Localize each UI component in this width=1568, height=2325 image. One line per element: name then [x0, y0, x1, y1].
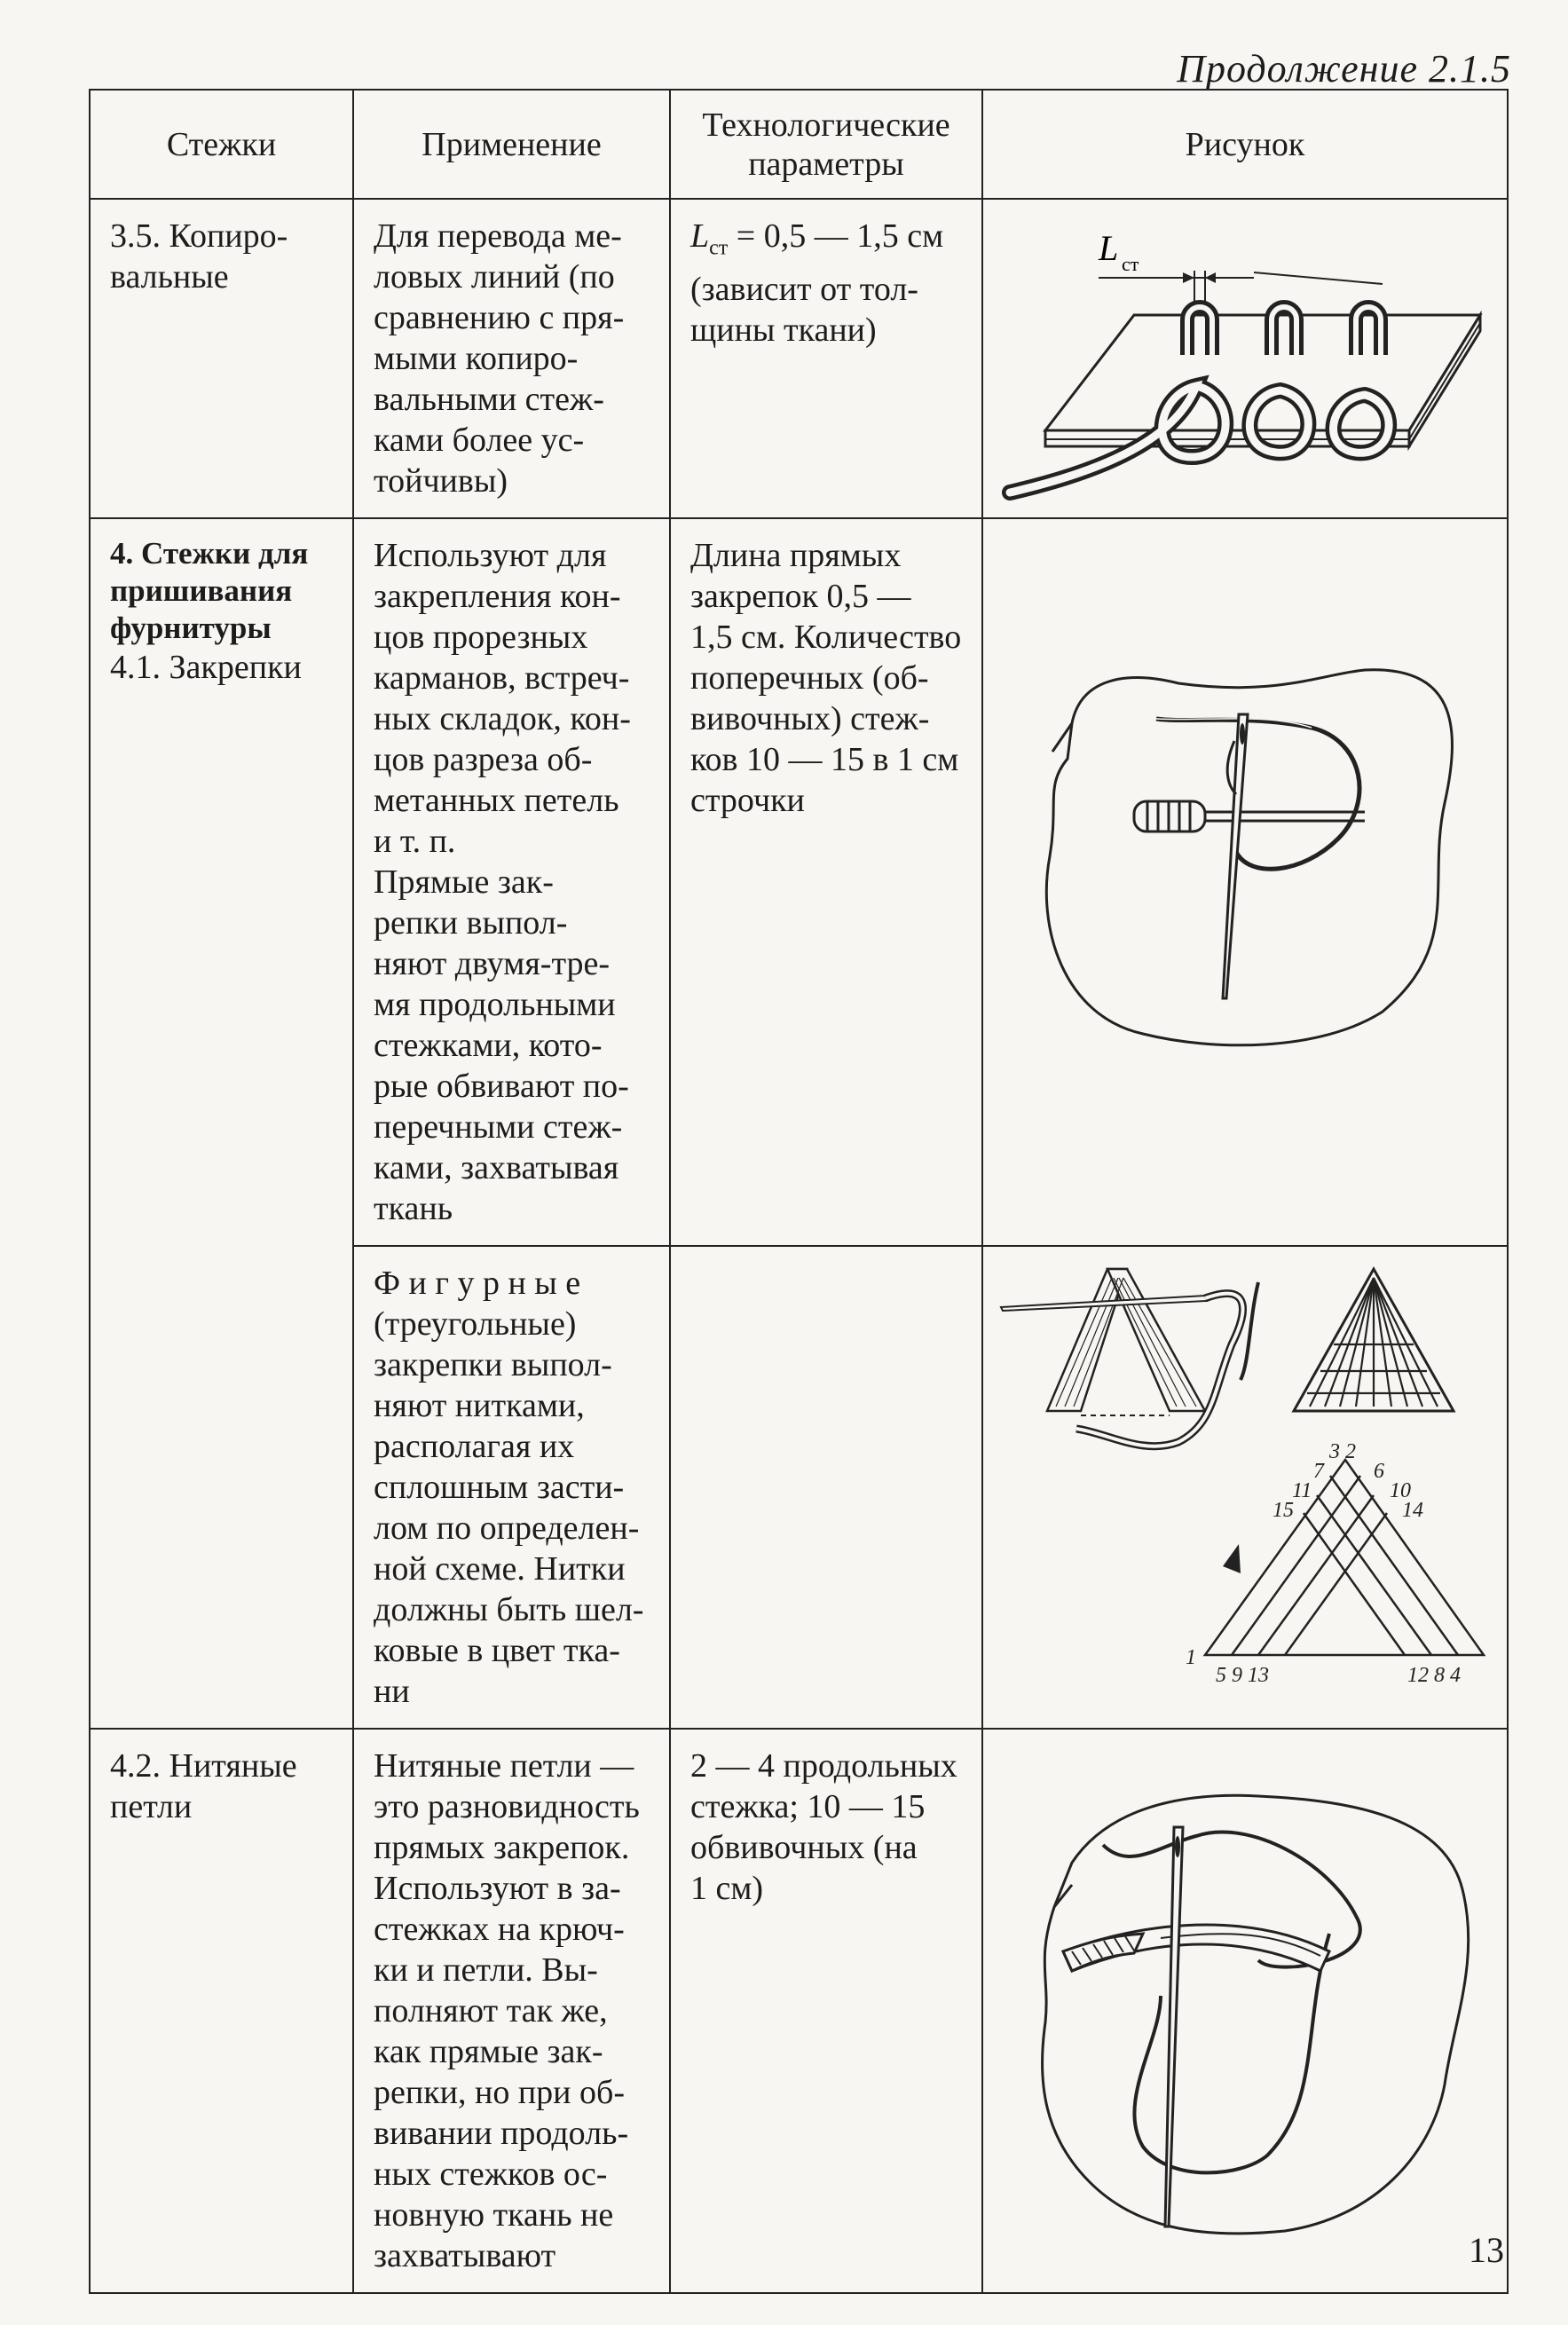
stitch-name-cell: 4. Стежки для пришивания фурнитуры 4.1. Закрепки [90, 518, 353, 1729]
figure-cell [982, 199, 1508, 518]
params-cell: $L_{ст} = 0,5$ — 1,5 см (зависит от тол- щины ткани) [670, 199, 982, 518]
column-header-figure: Рисунок [982, 90, 1508, 199]
figure-cell [982, 1729, 1508, 2293]
thread-loop-figure [983, 1730, 1509, 2282]
application-cell: Нитяные петли — это разновидность прямых закрепок. Используют в за- стежках на крюч- ки и петли. Вы- полняют так же, как прямые зак- репки, но при об- вивании продоль- ных стежков ос- новную ткань не захватывают [353, 1729, 670, 2293]
scheme-number-11: 11 [1292, 1479, 1312, 1502]
scheme-numbers-bottom-left: 5 9 13 [1216, 1664, 1269, 1687]
figure-length-label: L [1099, 228, 1119, 268]
params-cell [670, 1246, 982, 1729]
column-header-application: Применение [353, 90, 670, 199]
continuation-label: Продолжение 2.1.5 [1177, 47, 1511, 91]
stitch-name-cell: 3.5. Копиро- вальные [90, 199, 353, 518]
figured-bartack-figure [983, 1247, 1509, 1699]
scheme-number-15: 15 [1273, 1499, 1294, 1522]
scheme-number-7: 7 [1313, 1460, 1324, 1483]
figure-cell [982, 518, 1508, 1246]
figure-cell [982, 1246, 1508, 1729]
table-row [90, 199, 1508, 518]
stitch-name-cell: 4.2. Нитяные петли [90, 1729, 353, 2293]
params-cell: 2 — 4 продольных стежка; 10 — 15 обвивочных (на 1 см) [670, 1729, 982, 2293]
application-cell: Для перевода ме- ловых линий (по сравнению с пря- мыми копиро- вальными стеж- ками более ус- тойчивы) [353, 199, 670, 518]
stitches-table [89, 89, 1509, 2294]
scheme-number-10: 10 [1390, 1479, 1411, 1502]
table-row [90, 1729, 1508, 2293]
params-cell: Длина прямых закрепок 0,5 — 1,5 см. Количество поперечных (об- вивочных) стеж- ков 10 — 15 в 1 см строчки [670, 518, 982, 1246]
figure-length-sub: ст [1122, 253, 1139, 275]
application-cell: Используют для закрепления кон- цов прорезных карманов, встреч- ных складок, кон- цов разреза об- метанных петель и т. п. Прямые зак- репки выпол- няют двумя-тре- мя продольными стежками, кото- рые обвивают по- перечными стеж- ками, захватывая ткань [353, 518, 670, 1246]
table-row [90, 518, 1508, 1246]
application-cell: Ф и г у р н ы е (треугольные) закрепки выпол- няют нитками, располагая их сплошным засти- лом по определен- ной схеме. Нитки должны быть шел- ковые в цвет тка- ни [353, 1246, 670, 1729]
column-header-stitches: Стежки [90, 90, 353, 199]
page-number: 13 [1469, 2230, 1504, 2270]
table-header-row [90, 90, 1508, 199]
scheme-number-1: 1 [1186, 1646, 1196, 1669]
copy-stitch-figure [983, 200, 1509, 501]
scheme-numbers-bottom-right: 12 8 4 [1407, 1664, 1461, 1687]
scheme-number-14: 14 [1402, 1499, 1423, 1522]
straight-bartack-figure [983, 519, 1509, 1199]
direction-arrow-icon [1223, 1544, 1241, 1573]
scheme-number-6: 6 [1374, 1460, 1384, 1483]
scheme-number-top: 3 2 [1329, 1440, 1356, 1463]
column-header-params: Технологические параметры [670, 90, 982, 199]
